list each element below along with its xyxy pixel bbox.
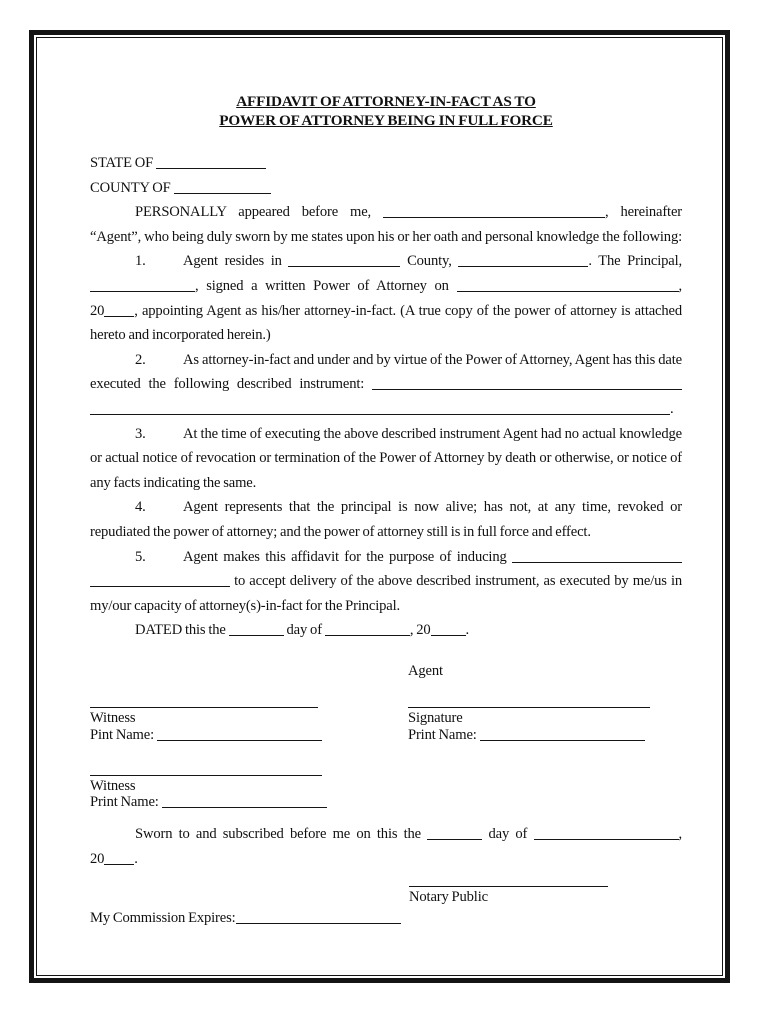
para2-line-3: . [90, 397, 682, 422]
witness2-signature-line [90, 775, 322, 776]
paragraph-number: 5. [135, 548, 146, 565]
paragraph-number: 2. [135, 351, 146, 368]
county-of-line: COUNTY OF [90, 176, 682, 201]
witness1-label: Witness [90, 710, 136, 726]
agent-signature-line [408, 707, 650, 708]
notary-public-label: Notary Public [409, 889, 488, 905]
personally-line-1: PERSONALLY appeared before me, , hereinafter [135, 204, 682, 221]
blank-underline-field [288, 255, 400, 267]
para5-line-1: 5. Agent makes this affidavit for the purpose of inducing [90, 545, 682, 570]
para4-line-1: 4. Agent represents that the principal is now alive; has not, at any time, revoked or [90, 495, 682, 520]
affidavit-document [90, 92, 682, 972]
blank-underline-field [458, 255, 588, 267]
blank-underline-field [156, 157, 266, 169]
witness2-print-name-field: Print Name: [90, 794, 327, 811]
witness1-signature-line [90, 707, 318, 708]
agent-label: Agent [408, 663, 443, 679]
para1-line-2: , signed a written Power of Attorney on , [90, 274, 682, 299]
para5-line-2: to accept delivery of the above described instrument, as executed by me/us in [90, 569, 682, 594]
blank-underline-field [383, 206, 605, 218]
personally-line-2: “Agent”, who being duly sworn by me states upon his or her oath and personal knowledge the following: [90, 228, 682, 245]
blank-underline-field [372, 378, 682, 390]
para3-line-2: or actual notice of revocation or termination of the Power of Attorney by death or otherwise, or notice of [90, 450, 682, 467]
para1-line-4: hereto and incorporated herein.) [90, 327, 271, 344]
dated-line: DATED this the day of , 20 . [135, 622, 470, 639]
blank-underline-field [229, 624, 284, 636]
blank-underline-field [534, 828, 679, 840]
blank-underline-field [90, 280, 195, 292]
blank-underline-field [480, 729, 645, 741]
sworn-statement-line-1: Sworn to and subscribed before me on this the day of , [135, 826, 682, 842]
blank-underline-field [162, 796, 327, 808]
blank-underline-field [512, 551, 682, 563]
para2-line-1: 2. As attorney-in-fact and under and by virtue of the Power of Attorney, Agent has this date [90, 348, 682, 373]
commission-expires-field: My Commission Expires: [90, 910, 401, 927]
document-title [90, 93, 682, 130]
blank-underline-field [427, 828, 482, 840]
para1-line-1: 1. Agent resides in County, . The Principal, [90, 249, 682, 274]
blank-underline-field [457, 280, 679, 292]
agent-print-name-field: Print Name: [408, 727, 645, 744]
notary-signature-line [409, 886, 608, 887]
para1-line-3: 20 , appointing Agent as his/her attorney-in-fact. (A true copy of the power of attorney is attached [90, 302, 682, 319]
paragraph-number: 4. [135, 499, 146, 516]
blank-underline-field [236, 912, 401, 924]
para2-line-2: executed the following described instrument: [90, 372, 682, 397]
blank-underline-field [104, 853, 134, 865]
blank-underline-field [157, 729, 322, 741]
blank-underline-field [325, 624, 410, 636]
paragraph-number: 1. [135, 253, 146, 270]
para3-line-3: any facts indicating the same. [90, 474, 257, 491]
blank-underline-field [174, 182, 271, 194]
paragraph-number: 3. [135, 425, 146, 442]
blank-underline-field [90, 575, 230, 587]
blank-underline-field [104, 305, 134, 317]
state-of-line: STATE OF [90, 151, 682, 176]
para3-line-1: 3. At the time of executing the above described instrument Agent had no actual knowledge [90, 422, 682, 447]
document-body-lines [90, 151, 682, 643]
witness1-print-name-field: Pint Name: [90, 727, 322, 744]
para4-line-2: repudiated the power of attorney; and the power of attorney still is in full force and effect. [90, 523, 591, 540]
blank-underline-field [431, 624, 466, 636]
blank-underline-field [90, 403, 670, 415]
witness2-label: Witness [90, 778, 136, 794]
signature-label: Signature [408, 710, 463, 726]
para5-line-3: my/our capacity of attorney(s)-in-fact for the Principal. [90, 597, 401, 614]
document-title-line-2: POWER OF ATTORNEY BEING IN FULL FORCE [219, 111, 553, 129]
sworn-statement-line-2: 20 . [90, 851, 138, 867]
document-title-line-1: AFFIDAVIT OF ATTORNEY-IN-FACT AS TO [236, 93, 536, 110]
